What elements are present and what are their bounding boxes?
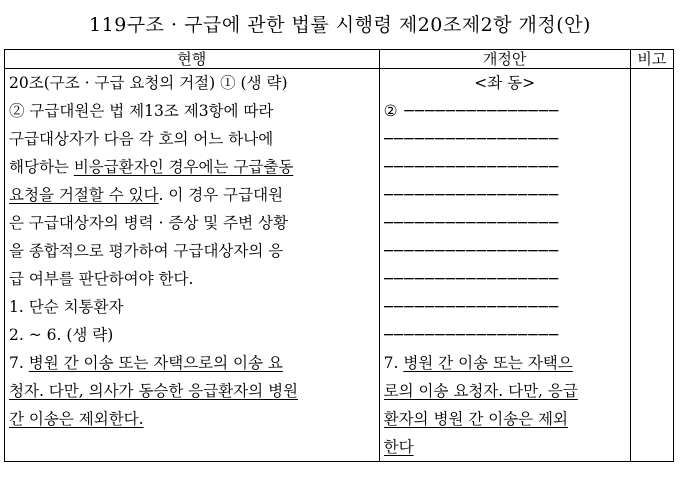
table-header-row bbox=[5, 50, 674, 69]
unchanged-dash-line: ───────────────── bbox=[383, 326, 560, 344]
table-row bbox=[5, 69, 674, 462]
underlined-amendment: 청자. 다만, 의사가 동승한 응급환자의 병원 bbox=[9, 382, 299, 400]
current-line: 을 종합적으로 평가하여 구급대상자의 응 bbox=[9, 242, 284, 260]
header-note: 비고 bbox=[630, 50, 673, 69]
current-line: 1. 단순 치통환자 bbox=[9, 298, 124, 316]
current-line bbox=[9, 181, 375, 209]
current-line: 2. ~ 6. (생 략) bbox=[9, 326, 114, 344]
current-line-part: 7. bbox=[9, 354, 29, 372]
header-revised: 개정안 bbox=[379, 50, 630, 69]
unchanged-dash-line: ───────────────── bbox=[383, 186, 560, 204]
revised-line bbox=[384, 349, 626, 377]
current-line: 20조(구조 · 구급 요청의 거절) ① (생 략) bbox=[9, 74, 288, 92]
unchanged-dash-line: ───────────────── bbox=[383, 270, 560, 288]
same-as-left-label: <좌 동> bbox=[474, 74, 536, 92]
unchanged-dash-line: ───────────────── bbox=[383, 214, 560, 232]
current-line: 은 구급대상자의 병력 · 증상 및 주변 상황 bbox=[9, 214, 288, 232]
underlined-amendment: 비응급환자인 경우에는 구급출동 bbox=[73, 158, 294, 176]
underlined-amendment: 한다 bbox=[383, 438, 414, 456]
current-line: 구급대상자가 다음 각 호의 어느 하나에 bbox=[9, 130, 274, 148]
unchanged-dash-line: ───────────────── bbox=[383, 158, 560, 176]
underlined-amendment: 병원 간 이송 또는 자택으 bbox=[403, 354, 573, 372]
current-line bbox=[9, 349, 375, 377]
underlined-amendment: 요청을 거절할 수 있다 bbox=[9, 186, 159, 204]
comparison-table bbox=[4, 49, 674, 462]
page-title: 119구조 · 구급에 관한 법률 시행령 제20조제2항 개정(안) bbox=[89, 14, 591, 36]
revised-line: ② ─────────────── bbox=[383, 102, 560, 120]
current-line: ② 구급대원은 법 제13조 제3항에 따라 bbox=[9, 102, 274, 120]
header-current: 현행 bbox=[5, 50, 380, 69]
revised-line-part: 7. bbox=[383, 354, 404, 372]
current-line-part: . 이 경우 구급대원 bbox=[158, 186, 284, 204]
unchanged-dash-line: ───────────────── bbox=[383, 242, 560, 260]
revised-text-cell bbox=[379, 69, 630, 462]
current-text-cell bbox=[5, 69, 380, 462]
underlined-amendment: 로의 이송 요청자. 다만, 응급 bbox=[383, 382, 578, 400]
underlined-amendment: 환자의 병원 간 이송은 제외 bbox=[383, 410, 569, 428]
underlined-amendment: 간 이송은 제외한다. bbox=[9, 410, 144, 428]
current-line-part: 해당하는 bbox=[9, 158, 74, 176]
underlined-amendment: 병원 간 이송 또는 자택으로의 이송 요 bbox=[28, 354, 283, 372]
unchanged-dash-line: ───────────────── bbox=[383, 130, 560, 148]
note-cell bbox=[630, 69, 673, 462]
current-line bbox=[9, 153, 375, 181]
current-line: 급 여부를 판단하여야 한다. bbox=[9, 270, 194, 288]
unchanged-dash-line: ───────────────── bbox=[383, 298, 560, 316]
